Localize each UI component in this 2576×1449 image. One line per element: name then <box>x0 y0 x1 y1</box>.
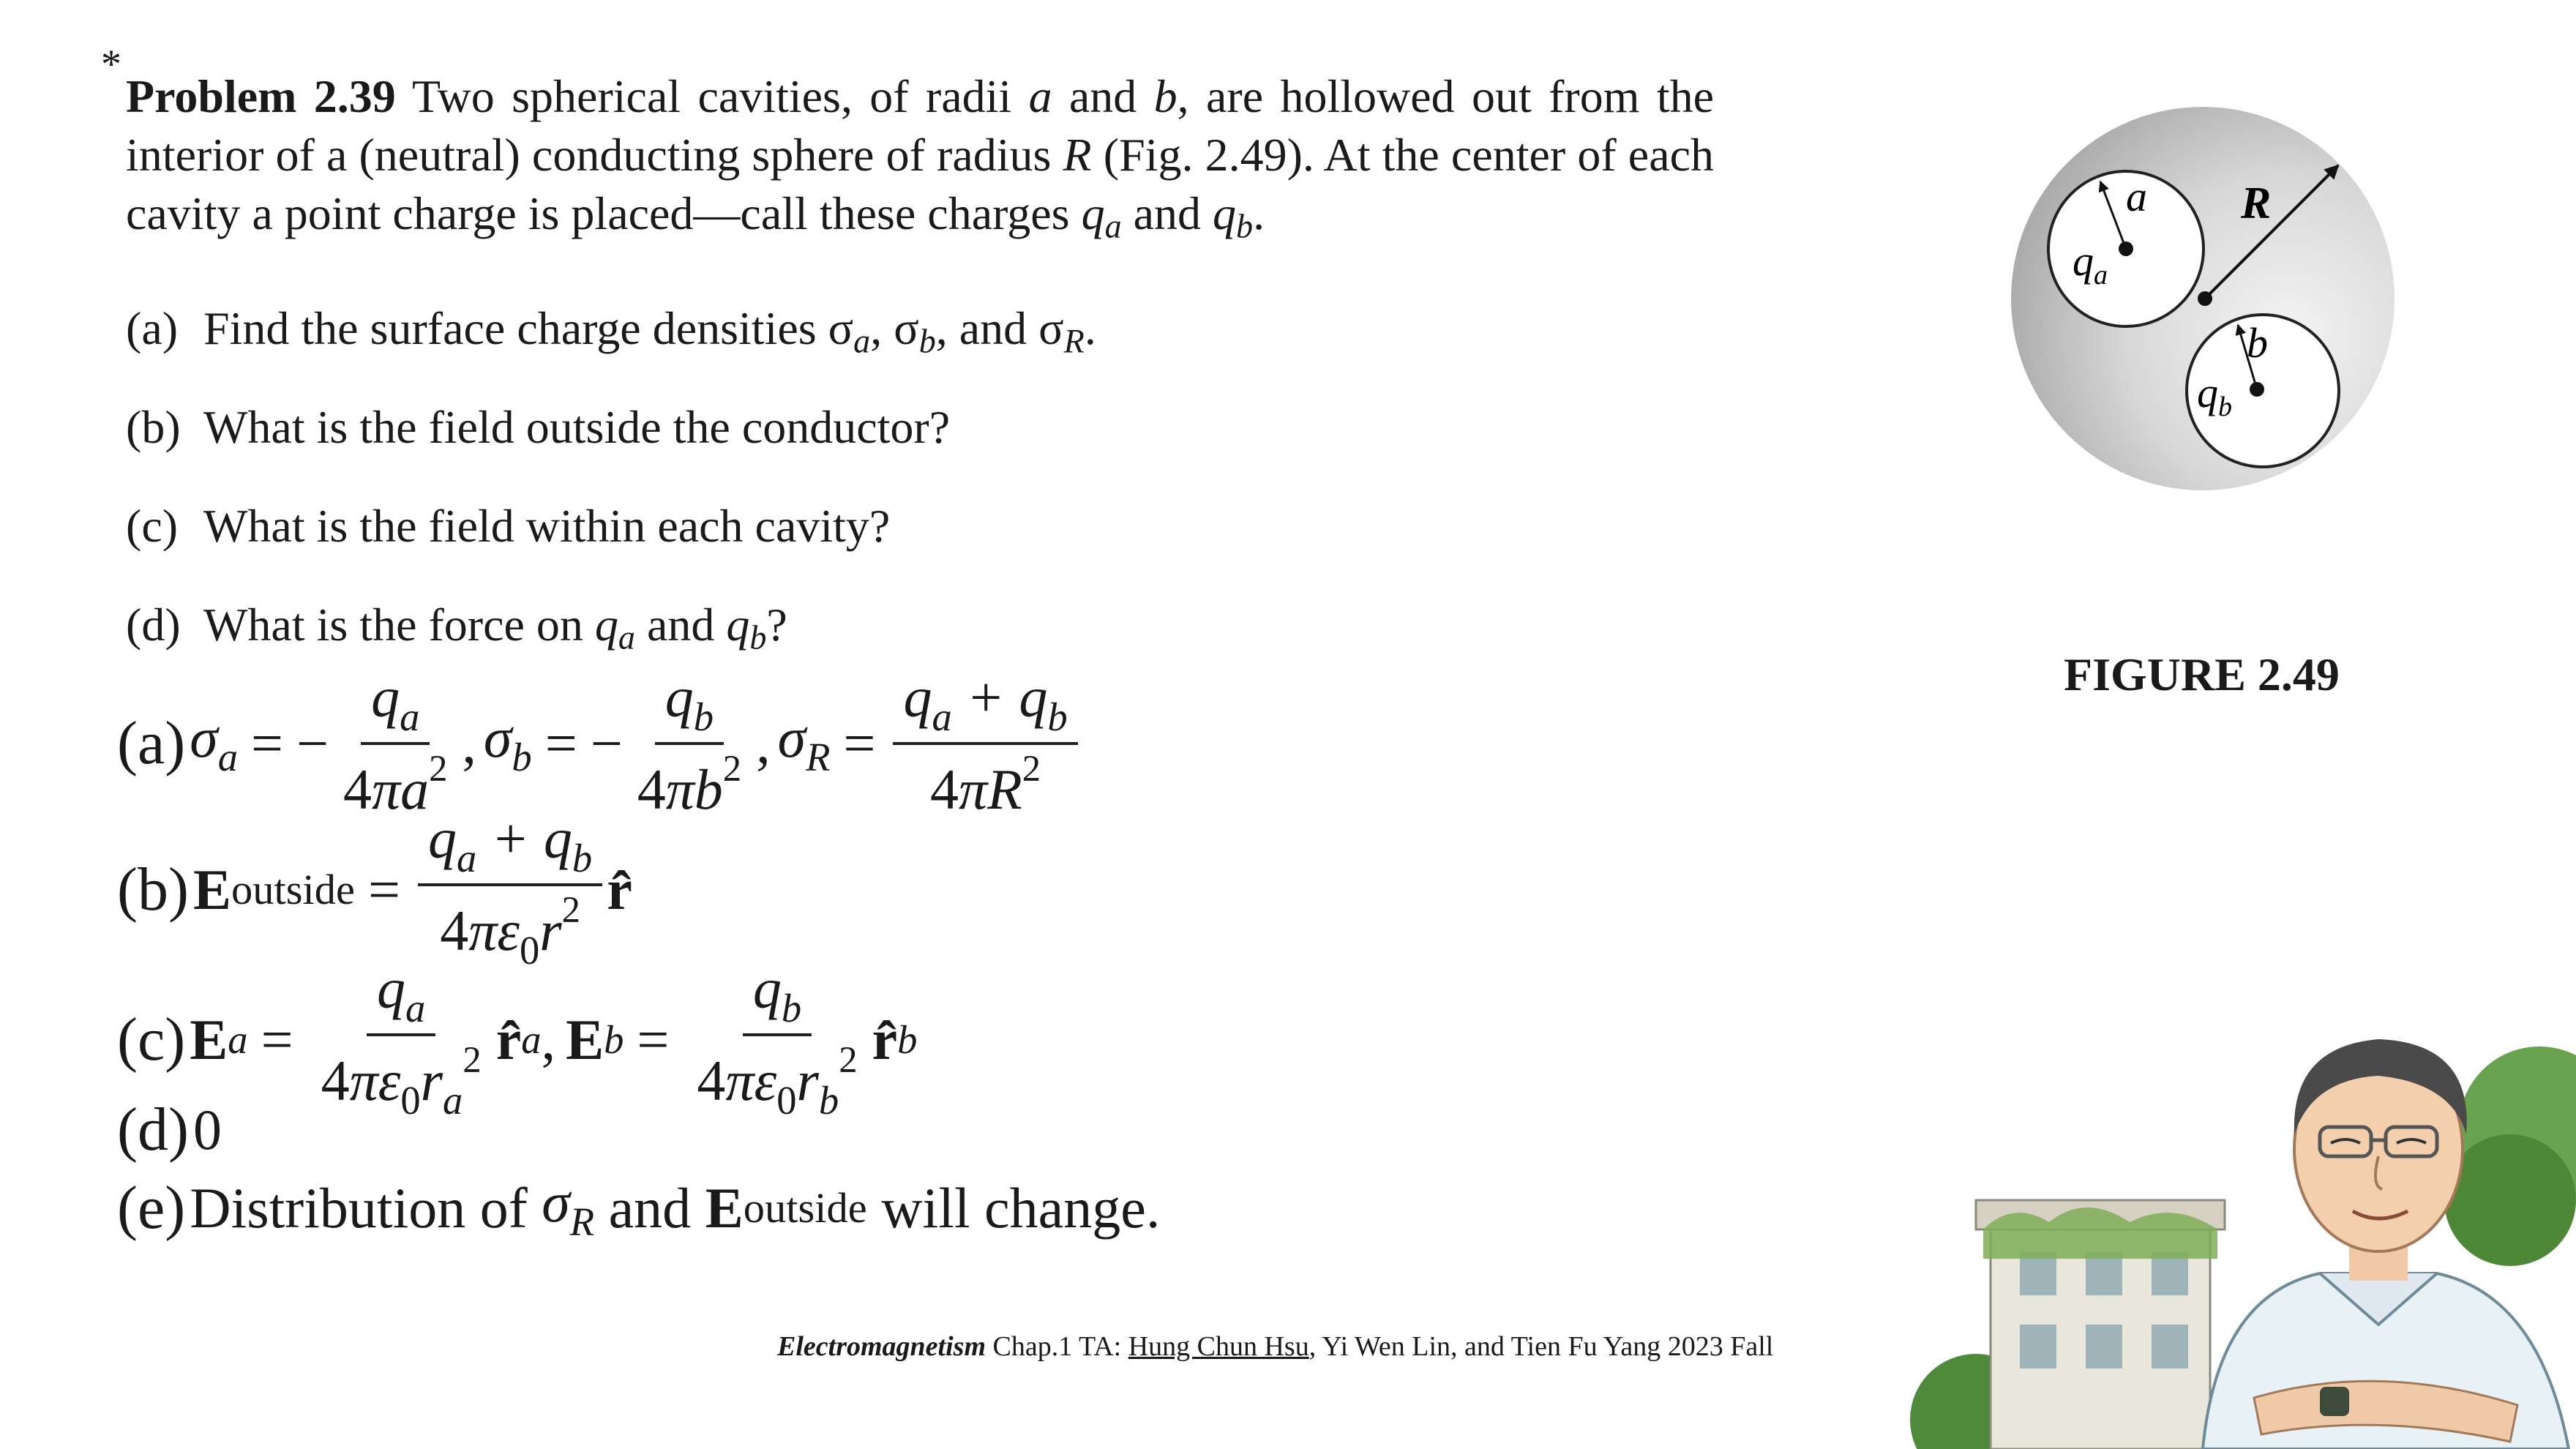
solution-d: (d) 0 <box>117 1096 222 1164</box>
part-b: (b) What is the field outside the conductor? <box>126 400 951 453</box>
footer-credits: Electromagnetism Chap.1 TA: Hung Chun Hsu, Yi Wen Lin, and Tien Fu Yang 2023 Fall <box>777 1331 1774 1362</box>
part-a: (a) Find the surface charge densities $\sigma_a$, $\sigma_b$, and $\sigma_R$. <box>126 302 1096 360</box>
label-b: b <box>2247 319 2268 367</box>
solution-c: (c) E a = $\frac{q_a}{4\pi\varepsilon_0r_a^2}$ r̂ a , E b = $\frac{q_b}{4\pi\varepsilon_0r_b^2}$ r̂ b <box>117 956 918 1123</box>
problem-statement <box>126 67 1714 695</box>
part-d: (d) What is the force on $q_a$ and $q_b$? <box>126 598 787 656</box>
solution-a: (a) $\sigma_a$ = − $\frac{q_a}{4\pi a^2}$ , $\sigma_b$ = − $\frac{q_b}{4\pi b^2}$ , $\sigma_R$ = $\frac{q_a + q_b}{4\pi R^2}$ <box>117 667 1082 820</box>
star-marker: * <box>101 42 121 87</box>
label-a: a <box>2126 173 2147 220</box>
figure-2-49-diagram <box>2005 100 2408 502</box>
problem-parts <box>126 300 1714 654</box>
part-c: (c) What is the field within each cavity? <box>126 499 891 552</box>
solution-e: (e) Distribution of $\sigma_R$ and E outside will change. <box>117 1170 1161 1245</box>
cartoon-professor-illustration <box>1910 981 2576 1449</box>
problem-title: Problem 2.39 <box>126 70 396 122</box>
figure-caption: FIGURE 2.49 <box>2064 648 2340 700</box>
label-qa: $q_a$ <box>2073 237 2108 291</box>
problem-intro: Problem 2.39 Two spherical cavities, of radii a and b, are hollowed out from the interior of a (neutral) conducting sphere of radius R (Fig. 2.49). At the center of each cavity a point charge is placed—call these charges $q_a$ and $q_b$. <box>126 70 1715 245</box>
label-qb: $q_b$ <box>2197 369 2232 422</box>
solution-b: (b) E outside = $\frac{q_a + q_b}{4\pi\varepsilon_0r^2}$ r̂ <box>117 806 632 973</box>
label-R: R <box>2241 179 2272 228</box>
